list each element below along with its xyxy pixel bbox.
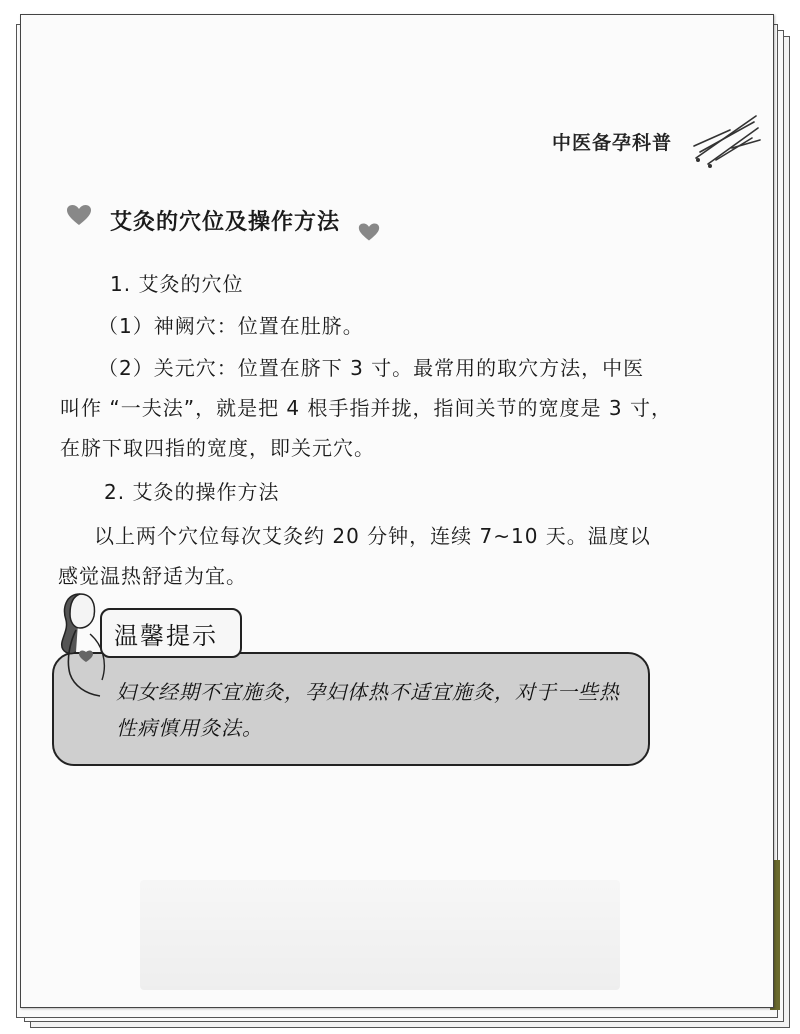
tip-label: 温馨提示	[114, 622, 218, 650]
subheading-acupoints: 1. 艾灸的穴位	[110, 272, 244, 296]
paragraph-line: 叫作 “一夫法”，就是把 4 根手指并拢，指间关节的宽度是 3 寸，	[60, 396, 672, 420]
bleed-through-text-area	[140, 880, 620, 990]
paragraph-line: 以上两个穴位每次艾灸约 20 分钟，连续 7~10 天。温度以	[94, 524, 651, 548]
heart-icon	[358, 222, 380, 242]
sparkle-decoration-icon	[690, 108, 762, 170]
tip-text-line: 性病慎用灸法。	[116, 716, 263, 740]
running-header: 中医备孕科普	[552, 132, 673, 154]
paragraph-line: 感觉温热舒适为宜。	[58, 564, 247, 588]
tip-text-line: 妇女经期不宜施灸，孕妇体热不适宜施灸，对于一些热	[116, 680, 620, 704]
heart-icon	[66, 204, 92, 226]
paragraph-line: 在脐下取四指的宽度，即关元穴。	[60, 436, 375, 460]
list-item: （1）神阙穴：位置在肚脐。	[98, 314, 364, 338]
list-item: （2）关元穴：位置在脐下 3 寸。最常用的取穴方法，中医	[98, 356, 645, 380]
section-title: 艾灸的穴位及操作方法	[110, 210, 341, 235]
tip-box	[52, 652, 650, 766]
subheading-operation: 2. 艾灸的操作方法	[104, 480, 280, 504]
book-page	[20, 14, 774, 1008]
